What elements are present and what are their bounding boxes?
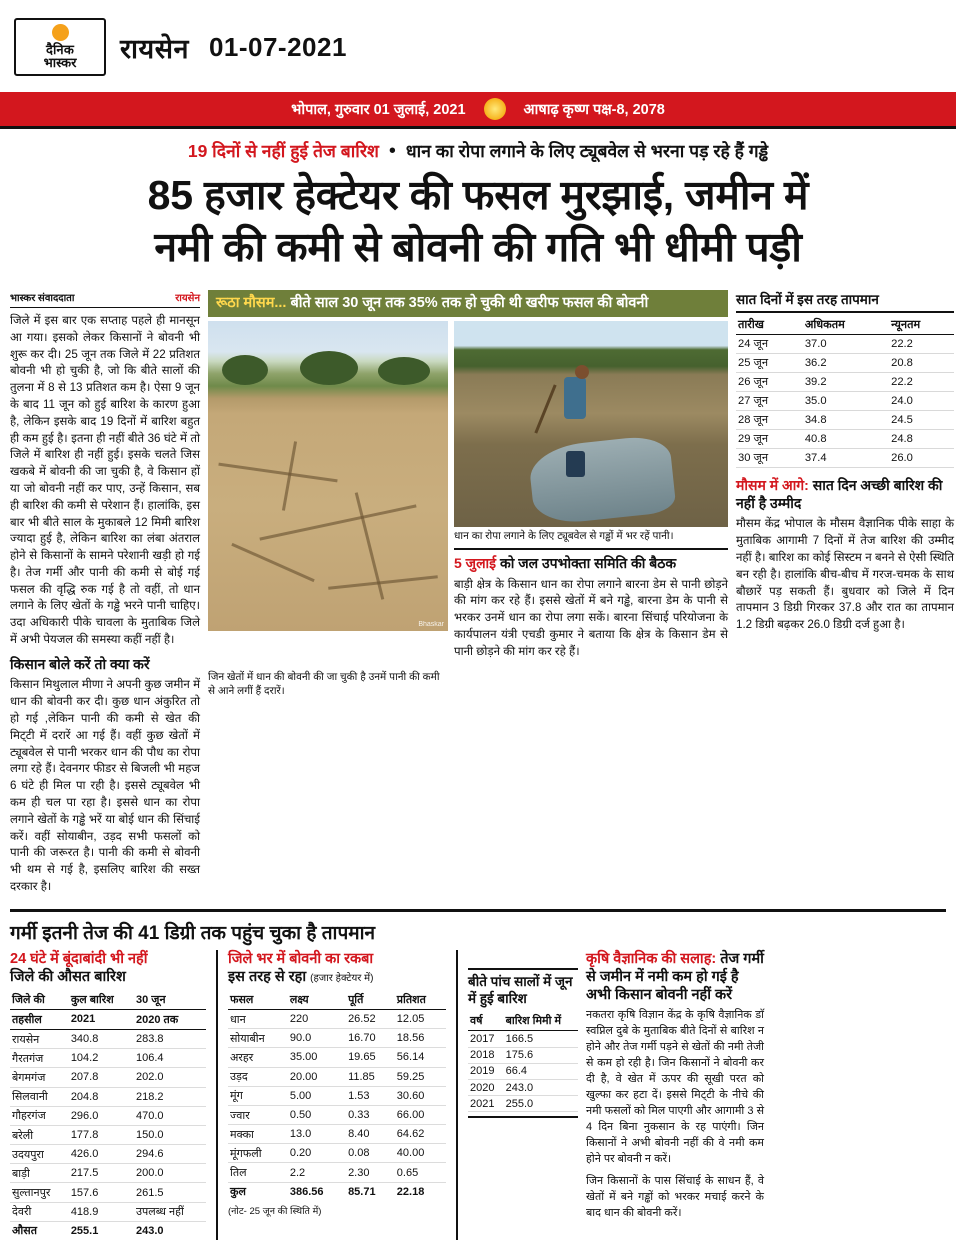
table-row <box>736 372 954 391</box>
photo2-caption: धान का रोपा लगाने के लिए ट्यूबवेल से गड्ढों में भर रहें पानी। <box>454 531 674 543</box>
cell: 16.70 <box>346 1029 395 1048</box>
temp-col-min: न्यूनतम <box>889 315 954 335</box>
table-row <box>468 1047 578 1063</box>
five-year-head: बीते पांच सालों में जून में हुई बारिश <box>468 973 573 1006</box>
table-row <box>10 1106 206 1125</box>
five-year-box <box>468 968 578 1119</box>
table-row <box>228 1086 446 1105</box>
rain-table-block <box>10 950 206 1240</box>
sowing-note: (नोट- 25 जून की स्थिति में) <box>228 1205 322 1217</box>
cell: 261.5 <box>134 1183 206 1202</box>
cell: 2020 <box>468 1080 504 1096</box>
cell: 2021 <box>468 1096 504 1112</box>
table-row <box>736 429 954 448</box>
advice-body-2: जिन किसानों के पास सिंचाई के साधन हैं, वे खेतों में बने गड्ढों को भरकर मचाई करने के बाद धान की बोवनी करें। <box>586 1175 764 1220</box>
rain-col1: 2021 <box>69 1009 134 1029</box>
sowing-head-black <box>228 968 446 986</box>
cell: 204.8 <box>69 1087 134 1106</box>
table-row <box>10 1164 206 1183</box>
sow-col3: प्रतिशत <box>395 990 446 1010</box>
photo1-caption: जिन खेतों में धान की बोवनी की जा चुकी है उनमें पानी की कमी से आने लगीं हैं दरारें। <box>208 671 440 697</box>
cell: 27 जून <box>736 391 803 410</box>
table-row <box>10 1068 206 1087</box>
cell: 426.0 <box>69 1145 134 1164</box>
sun-icon <box>52 24 69 41</box>
divider <box>216 950 218 1240</box>
temp-col-max: अधिकतम <box>803 315 889 335</box>
table-row <box>228 1125 446 1144</box>
sowing-table <box>228 990 446 1201</box>
table-row <box>468 1031 578 1047</box>
sow-col1: लक्ष्य <box>288 990 346 1010</box>
temperature-table <box>736 315 954 468</box>
photo-banner-highlight: रूठा मौसम... <box>216 294 287 311</box>
sowing-head-red: जिले भर में बोवनी का रकबा <box>228 950 374 967</box>
cell: कुल <box>228 1182 288 1201</box>
table-row <box>736 353 954 372</box>
table-row <box>10 1183 206 1202</box>
cell: 85.71 <box>346 1182 395 1201</box>
cell: 24 जून <box>736 334 803 353</box>
table-row-total <box>10 1221 206 1240</box>
edition-city: रायसेन <box>120 33 189 64</box>
cell: 0.08 <box>346 1144 395 1163</box>
divider-2 <box>456 950 458 1240</box>
cell: 30 जून <box>736 448 803 467</box>
byline-author: भास्कर संवाददाता <box>10 292 75 304</box>
cell: 207.8 <box>69 1068 134 1087</box>
cell: 66.00 <box>395 1105 446 1124</box>
cell: उदयपुरा <box>10 1145 69 1164</box>
forecast-headline-red: मौसम में आगे: <box>736 476 809 493</box>
cell: 418.9 <box>69 1202 134 1221</box>
meeting-headline <box>454 554 728 572</box>
cell: अरहर <box>228 1048 288 1067</box>
cell: गौहरगंज <box>10 1106 69 1125</box>
middle-column <box>208 290 728 903</box>
cell: मक्का <box>228 1125 288 1144</box>
cell: सुल्तानपुर <box>10 1183 69 1202</box>
rain-col0-top: जिले की <box>10 990 69 1010</box>
cell: 200.0 <box>134 1164 206 1183</box>
table-row <box>10 1029 206 1048</box>
cell: 218.2 <box>134 1087 206 1106</box>
cell: 296.0 <box>69 1106 134 1125</box>
cell: 294.6 <box>134 1145 206 1164</box>
cell: 106.4 <box>134 1049 206 1068</box>
cell: 66.4 <box>504 1063 578 1079</box>
advice-headline-black: तेज गर्मी से जमीन में नमी कम हो गई है अभी किसान बोवनी नहीं करें <box>586 950 764 1003</box>
cell: गैरतगंज <box>10 1049 69 1068</box>
left-paragraph-2: किसान मिथुलाल मीणा ने अपनी कुछ जमीन में धान की बोवनी कर दी। कुछ धान अंकुरित तो हो गई ,लेकिन पानी की कमी से खेत की मिट्‌टी में दरारें आ गई हैं। वहीं कुछ खेतों में ट्यूबवेल से पानी भरकर धान की पौध का रोपा लगा रहे हैं। देवनगर फीडर से बिजली भी महज 6 घंटे ही मिल पा रही है। इससे ट्यूबवेल भी कम ही चल पा रहा है। इससे धान का रोपा लगाने खेतों के गड्ढे भरें या बोई धान की सिंचाई करें। वहीं सोयाबीन, उड़द सभी फसलों को पानी की जरूरत है। पानी की कमी से बोवनी भी थम से गई है, इसलिए बारिश की सख्त दरकार है। <box>10 678 200 893</box>
cell: 56.14 <box>395 1048 446 1067</box>
table-row <box>228 1067 446 1086</box>
five-year-table <box>468 1011 578 1112</box>
cell: 243.0 <box>504 1080 578 1096</box>
cell: 283.8 <box>134 1029 206 1048</box>
table-row <box>736 410 954 429</box>
photo-group <box>208 321 728 667</box>
cell: 220 <box>288 1009 346 1028</box>
cell: तिल <box>228 1163 288 1182</box>
cell: 8.40 <box>346 1125 395 1144</box>
advice-block <box>468 950 764 1240</box>
meeting-headline-red: 5 जुलाई <box>454 555 497 572</box>
kicker-red: 19 दिनों से नहीं हुई तेज बारिश <box>187 141 379 161</box>
forecast-headline-black: सात दिन अच्छी बारिश की नहीं है उम्मीद <box>736 476 943 512</box>
table-row <box>10 1125 206 1144</box>
table-row <box>468 1063 578 1079</box>
cell: ज्वार <box>228 1105 288 1124</box>
cell: 30.60 <box>395 1086 446 1105</box>
cell: 26 जून <box>736 372 803 391</box>
cell: 40.00 <box>395 1144 446 1163</box>
photo-banner <box>208 290 728 317</box>
table-row <box>736 448 954 467</box>
cell: 22.2 <box>889 334 954 353</box>
cell: 29 जून <box>736 429 803 448</box>
meeting-headline-black: को जल उपभोक्ता समिति की बैठक <box>499 555 677 572</box>
cell: 2.2 <box>288 1163 346 1182</box>
table-header-row <box>736 315 954 335</box>
cell: 0.33 <box>346 1105 395 1124</box>
cell: उपलब्ध नहीं <box>134 1202 206 1221</box>
cell: 1.53 <box>346 1086 395 1105</box>
cell: 150.0 <box>134 1125 206 1144</box>
cell: सोयाबीन <box>228 1029 288 1048</box>
cell: 40.8 <box>803 429 889 448</box>
bullet-icon: • <box>388 140 396 162</box>
cell: 28 जून <box>736 410 803 429</box>
page-title <box>0 167 956 284</box>
rain-table-head-black: जिले की औसत बारिश <box>10 968 126 985</box>
cell: 26.0 <box>889 448 954 467</box>
rain-col2: 2020 तक <box>134 1009 206 1029</box>
cell: 175.6 <box>504 1047 578 1063</box>
photo-banner-text: बीते साल 30 जून तक 35% तक हो चुकी थी खरीफ फसल की बोवनी <box>290 294 649 311</box>
cell: 11.85 <box>346 1067 395 1086</box>
cell: 217.5 <box>69 1164 134 1183</box>
cell: रायसेन <box>10 1029 69 1048</box>
cell: 104.2 <box>69 1049 134 1068</box>
right-column <box>736 290 954 903</box>
left-subhead: किसान बोले करें तो क्या करें <box>10 655 150 672</box>
cell: 25 जून <box>736 353 803 372</box>
cell: 166.5 <box>504 1031 578 1047</box>
cell: 24.8 <box>889 429 954 448</box>
rain-col1-top: कुल बारिश <box>69 990 134 1010</box>
rain-table-head-red: 24 घंटे में बूंदाबांदी भी नहीं <box>10 950 148 967</box>
cell: सिलवानी <box>10 1087 69 1106</box>
table-row <box>10 1087 206 1106</box>
table-row <box>228 1163 446 1182</box>
cell: 59.25 <box>395 1067 446 1086</box>
byline-city: रायसेन <box>175 292 200 304</box>
cell: मूंगफली <box>228 1144 288 1163</box>
sowing-table-block <box>228 950 446 1240</box>
photo-watermark: Bhaskar <box>418 621 444 629</box>
table-row <box>736 334 954 353</box>
rain-col0: तहसील <box>10 1009 69 1029</box>
cell: 37.0 <box>803 334 889 353</box>
cell: 386.56 <box>288 1182 346 1201</box>
table-row <box>228 1144 446 1163</box>
cell: 177.8 <box>69 1125 134 1144</box>
cell: 255.1 <box>69 1221 134 1240</box>
cell: 90.0 <box>288 1029 346 1048</box>
fy-col0: वर्ष <box>468 1011 504 1031</box>
table-row <box>10 1202 206 1221</box>
sun-icon-bar <box>484 98 506 120</box>
cell: देवरी <box>10 1202 69 1221</box>
cell: 255.0 <box>504 1096 578 1112</box>
cell: बरेली <box>10 1125 69 1144</box>
advice-body: नकतरा कृषि विज्ञान केंद्र के कृषि वैज्ञानिक डाॅ स्वप्निल दुबे के मुताबिक बीते दिनों से बारिश न होने और तेज गर्मी पड़ने से खेतों की नमी तेजी से कम हो रही है। जिन किसानों ने बोवनी कर दी है, वे खेत में ऊपर की सूखी परत को खुल्फा कर हटा दें। इससे मिट्‌टी के नीचे की नमी फसलों को मिल पाएगी और आगामी 3 से 4 दिन बिना नुकसान के रह पाएंगी। जिन किसानों ने अभी बोवनी नहीं की वे नमी कम होने पर बोवनी न करें। <box>586 1009 764 1165</box>
bottom-headline: गर्मी इतनी तेज की 41 डिग्री तक पहुंच चुका है तापमान <box>10 922 376 944</box>
cell: बाड़ी <box>10 1164 69 1183</box>
sow-col2: पूर्ति <box>346 990 395 1010</box>
table-header-row <box>228 990 446 1010</box>
cell: 24.0 <box>889 391 954 410</box>
table-header-row <box>468 1011 578 1031</box>
cell: 35.00 <box>288 1048 346 1067</box>
rain-table <box>10 990 206 1240</box>
temp-table-title: सात दिनों में इस तरह तापमान <box>736 290 954 313</box>
byline <box>10 290 200 308</box>
photo-cracked-field <box>208 321 448 631</box>
cell: उड़द <box>228 1067 288 1086</box>
cell: 36.2 <box>803 353 889 372</box>
cell: 12.05 <box>395 1009 446 1028</box>
rain-col2-top: 30 जून <box>134 990 206 1010</box>
fy-col1: बारिश मिमी में <box>504 1011 578 1031</box>
headline-line1: 85 हजार हेक्टेयर की फसल मुरझाई, जमीन में <box>147 172 809 218</box>
cell: 37.4 <box>803 448 889 467</box>
cell: 22.2 <box>889 372 954 391</box>
cell: 24.5 <box>889 410 954 429</box>
table-row-total <box>228 1182 446 1201</box>
cell: 2018 <box>468 1047 504 1063</box>
cell: 13.0 <box>288 1125 346 1144</box>
cell: मूंग <box>228 1086 288 1105</box>
cell: औसत <box>10 1221 69 1240</box>
cell: 34.8 <box>803 410 889 429</box>
bottom-grid <box>0 950 956 1240</box>
table-row <box>468 1096 578 1112</box>
date-bar <box>0 92 956 126</box>
cell: 0.20 <box>288 1144 346 1163</box>
cell: 5.00 <box>288 1086 346 1105</box>
cell: 157.6 <box>69 1183 134 1202</box>
logo-line2: भास्कर <box>43 54 77 70</box>
date-bar-left: भोपाल, गुरुवार 01 जुलाई, 2021 <box>291 102 466 118</box>
cell: 2.30 <box>346 1163 395 1182</box>
cell: 39.2 <box>803 372 889 391</box>
cell: 0.50 <box>288 1105 346 1124</box>
meeting-body: बाड़ी क्षेत्र के किसान धान का रोपा लगाने बारना डेम से पानी छोड़ने की मांग कर रहे हैं। इससे खेतों में बने गड्ढे, बारना डेम के पानी से भरकर उनमें धान का रोपा लगा सकें। बारना सिंचाई परियोजना के कार्यपालन यंत्री एचडी कुमार ने बताया कि क्षेत्र के किसान डेम से पानी छोड़ने की मांग कर रहे हैं। <box>454 577 728 658</box>
advice-headline <box>586 950 764 1004</box>
cell: 470.0 <box>134 1106 206 1125</box>
table-row <box>228 1029 446 1048</box>
table-row <box>228 1105 446 1124</box>
logo-line1: दैनिक <box>45 41 75 57</box>
table-row <box>228 1009 446 1028</box>
cell: 20.8 <box>889 353 954 372</box>
temp-col-date: तारीख <box>736 315 803 335</box>
cell: 64.62 <box>395 1125 446 1144</box>
masthead <box>0 0 956 92</box>
table-row <box>468 1080 578 1096</box>
headline-line2: नमी की कमी से बोवनी की गति भी धीमी पड़ी <box>154 224 802 271</box>
cell: 20.00 <box>288 1067 346 1086</box>
table-header-row-2 <box>10 1009 206 1029</box>
sowing-unit: (हजार हेक्टेयर में) <box>310 972 374 984</box>
cell: 19.65 <box>346 1048 395 1067</box>
table-row <box>10 1145 206 1164</box>
left-paragraph-1: जिले में इस बार एक सप्ताह पहले ही मानसून आ गया। इसको लेकर किसानों ने बोवनी भी शुरू कर दी। 25 जून तक जिले में 22 प्रतिशत बोवनी भी हो चुकी है, जो कि बीते सालों की तुलना में 8 से 13 प्रतिशत कम है। ऐसा 9 जून के बाद 11 जून को हुई बारिश के कारण हुआ है, लेकिन इसके बाद 19 दिनों में बारिश बहुत ही कम हुई है। इतना ही नहीं बीते 36 घंटे में तो जिले में बारिश ही नहीं हुई। इसके चलते जिस खकबे में बोवनी की जा चुकी है, वे किसान हों या जो बोवनी नहीं कर पाए, उन्हें किसान, सब ही बारिश की कमी से परेशान हैं। हालांकि, इस बार भी बीते साल के मुकाबले 12 मिमी बारिश ज्यादा हुई है, लेकिन बारिश का लंबा अंतराल होने से किसानों के सामने परेशानी खड़ी हो गई है। तेज गर्मी और पानी की कमी से बोई गई फसल की वृद्धि रुक गई है तो वहीं, तो धान लगाने के लिए खेतों के गड्ढे भरने पानी चाहिए। उदा अधिकारी पीके चावला के मुताबिक जिले में अभी पेयजल की समस्या कहीं नहीं है। <box>10 313 200 647</box>
date-bar-right: आषाढ़ कृष्ण पक्ष-8, 2078 <box>523 102 665 118</box>
cell: बेगमगंज <box>10 1068 69 1087</box>
article-body <box>0 284 956 903</box>
table-row <box>228 1048 446 1067</box>
forecast-body: मौसम केंद्र भोपाल के मौसम वैज्ञानिक पीके साहा के मुताबिक आगामी 7 दिनों में तेज बारिश की उम्मीद नहीं है। बारिश का कोई सिस्टम न बनने से ऐसी स्थिति बन रही है। हालांकि बीच-बीच में गरज-चमक के साथ बौछारें पड़ सकती हैं। बुधवार को जिले में दिन तापमान 3 डिग्री गिरकर 37.8 और रात का तापमान 1.2 डिग्री बढ़कर 26.0 डिग्री दर्ज हुआ है। <box>736 517 954 632</box>
cell: 243.0 <box>134 1221 206 1240</box>
cell: धान <box>228 1009 288 1028</box>
photo-tubewell-trench <box>454 321 728 527</box>
cell: 202.0 <box>134 1068 206 1087</box>
cell: 18.56 <box>395 1029 446 1048</box>
forecast-headline <box>736 476 954 512</box>
cell: 0.65 <box>395 1163 446 1182</box>
cell: 340.8 <box>69 1029 134 1048</box>
dainik-bhaskar-logo <box>14 18 106 76</box>
table-header-row <box>10 990 206 1010</box>
cell: 35.0 <box>803 391 889 410</box>
table-row <box>10 1049 206 1068</box>
bottom-band <box>10 909 946 950</box>
advice-headline-red: कृषि वैज्ञानिक की सलाह: <box>586 950 717 967</box>
cell: 2017 <box>468 1031 504 1047</box>
sow-col0: फसल <box>228 990 288 1010</box>
cell: 2019 <box>468 1063 504 1079</box>
sowing-head-black-text: इस तरह से रहा <box>228 968 307 985</box>
left-column <box>10 290 200 903</box>
table-row <box>736 391 954 410</box>
cell: 26.52 <box>346 1009 395 1028</box>
kicker <box>0 129 956 167</box>
kicker-black: धान का रोपा लगाने के लिए ट्यूबवेल से भरना पड़ रहे हैं गड्ढे <box>405 141 769 161</box>
cell: 22.18 <box>395 1182 446 1201</box>
edition-date: 01-07-2021 <box>208 31 347 62</box>
